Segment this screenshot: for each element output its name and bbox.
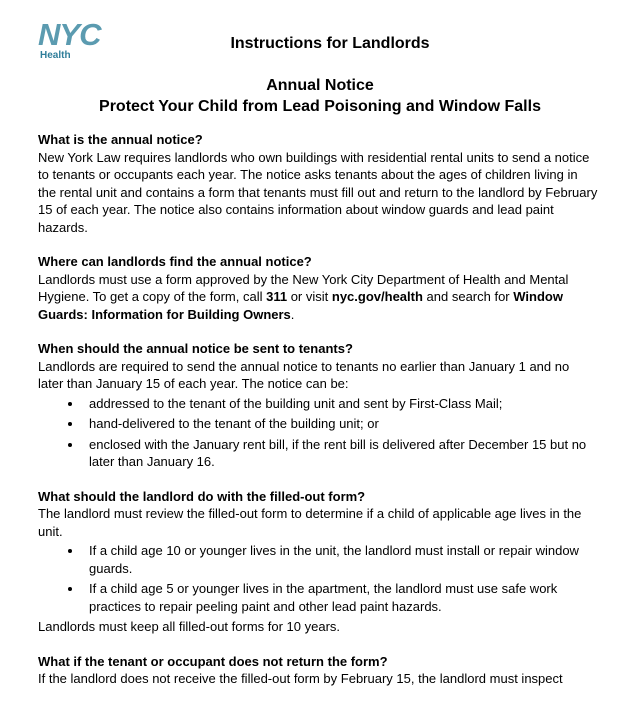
- notice-title: [0, 75, 640, 117]
- section-where-find-notice: [38, 253, 598, 323]
- section-text: Landlords are required to send the annual notice to tenants no earlier than January 1 and no later than January 15 of each year. The notice can be:: [38, 358, 570, 391]
- notice-title-line1: Annual Notice: [266, 77, 374, 94]
- list-item: • addressed to the tenant of the building unit and sent by First-Class Mail;: [83, 395, 598, 413]
- website-link[interactable]: nyc.gov/health: [331, 289, 423, 304]
- list-item: • If a child age 5 or younger lives in the apartment, the landlord must use safe work practices to repair peeling paint and other lead paint hazards.: [83, 580, 598, 615]
- section-what-is-notice: [38, 131, 598, 236]
- bullet-list: [38, 395, 598, 471]
- section-heading: What if the tenant or occupant does not return the form?: [38, 653, 388, 669]
- text-run: .: [290, 306, 295, 322]
- list-item: • hand-delivered to the tenant of the building unit; or: [83, 415, 598, 433]
- section-text: If the landlord does not receive the filled-out form by February 15, the landlord must inspect: [38, 671, 563, 686]
- section-when-send-notice: [38, 340, 598, 471]
- logo-subtext: Health: [40, 50, 71, 61]
- bullet-list: [38, 542, 598, 615]
- section-heading: What should the landlord do with the filled-out form?: [38, 488, 366, 504]
- section-heading: Where can landlords find the annual notice?: [38, 254, 312, 269]
- document-body: [38, 131, 598, 705]
- notice-title-line2: Protect Your Child from Lead Poisoning and Window Falls: [99, 98, 541, 115]
- text-run: or visit: [287, 289, 332, 304]
- list-item: • enclosed with the January rent bill, if the rent bill is delivered after December 15 but no later than January 16.: [83, 436, 598, 471]
- section-filled-out-form: [38, 488, 598, 636]
- section-footer-text: Landlords must keep all filled-out forms for 10 years.: [38, 619, 341, 634]
- section-form-not-returned: [38, 653, 598, 688]
- text-run: Landlords must use a form approved by the New York City Department of Health and Mental Hygiene. To get a copy of the form, call: [38, 271, 569, 304]
- section-heading: What is the annual notice?: [38, 132, 203, 147]
- phone-311: 311: [266, 289, 288, 304]
- section-text: The landlord must review the filled-out form to determine if a child of applicable age lives in the unit.: [38, 506, 582, 539]
- document-title: Instructions for Landlords: [230, 35, 430, 52]
- list-item: • If a child age 10 or younger lives in the unit, the landlord must install or repair window guards.: [83, 542, 598, 577]
- section-text: [38, 271, 598, 324]
- logo-text: NYC: [38, 17, 101, 52]
- text-run: and search for: [422, 289, 514, 304]
- section-heading: When should the annual notice be sent to tenants?: [38, 341, 353, 356]
- section-text: New York Law requires landlords who own buildings with residential rental units to send a notice to tenants or occupants each year. The notice asks tenants about the ages of children living in the rental unit and contains a form that tenants must fill out and return to the landlord by February 15 of each year. The notice also contains information about window guards and lead paint hazards.: [38, 149, 598, 235]
- search-term: Window Guards: Information for Building Owners: [38, 289, 563, 322]
